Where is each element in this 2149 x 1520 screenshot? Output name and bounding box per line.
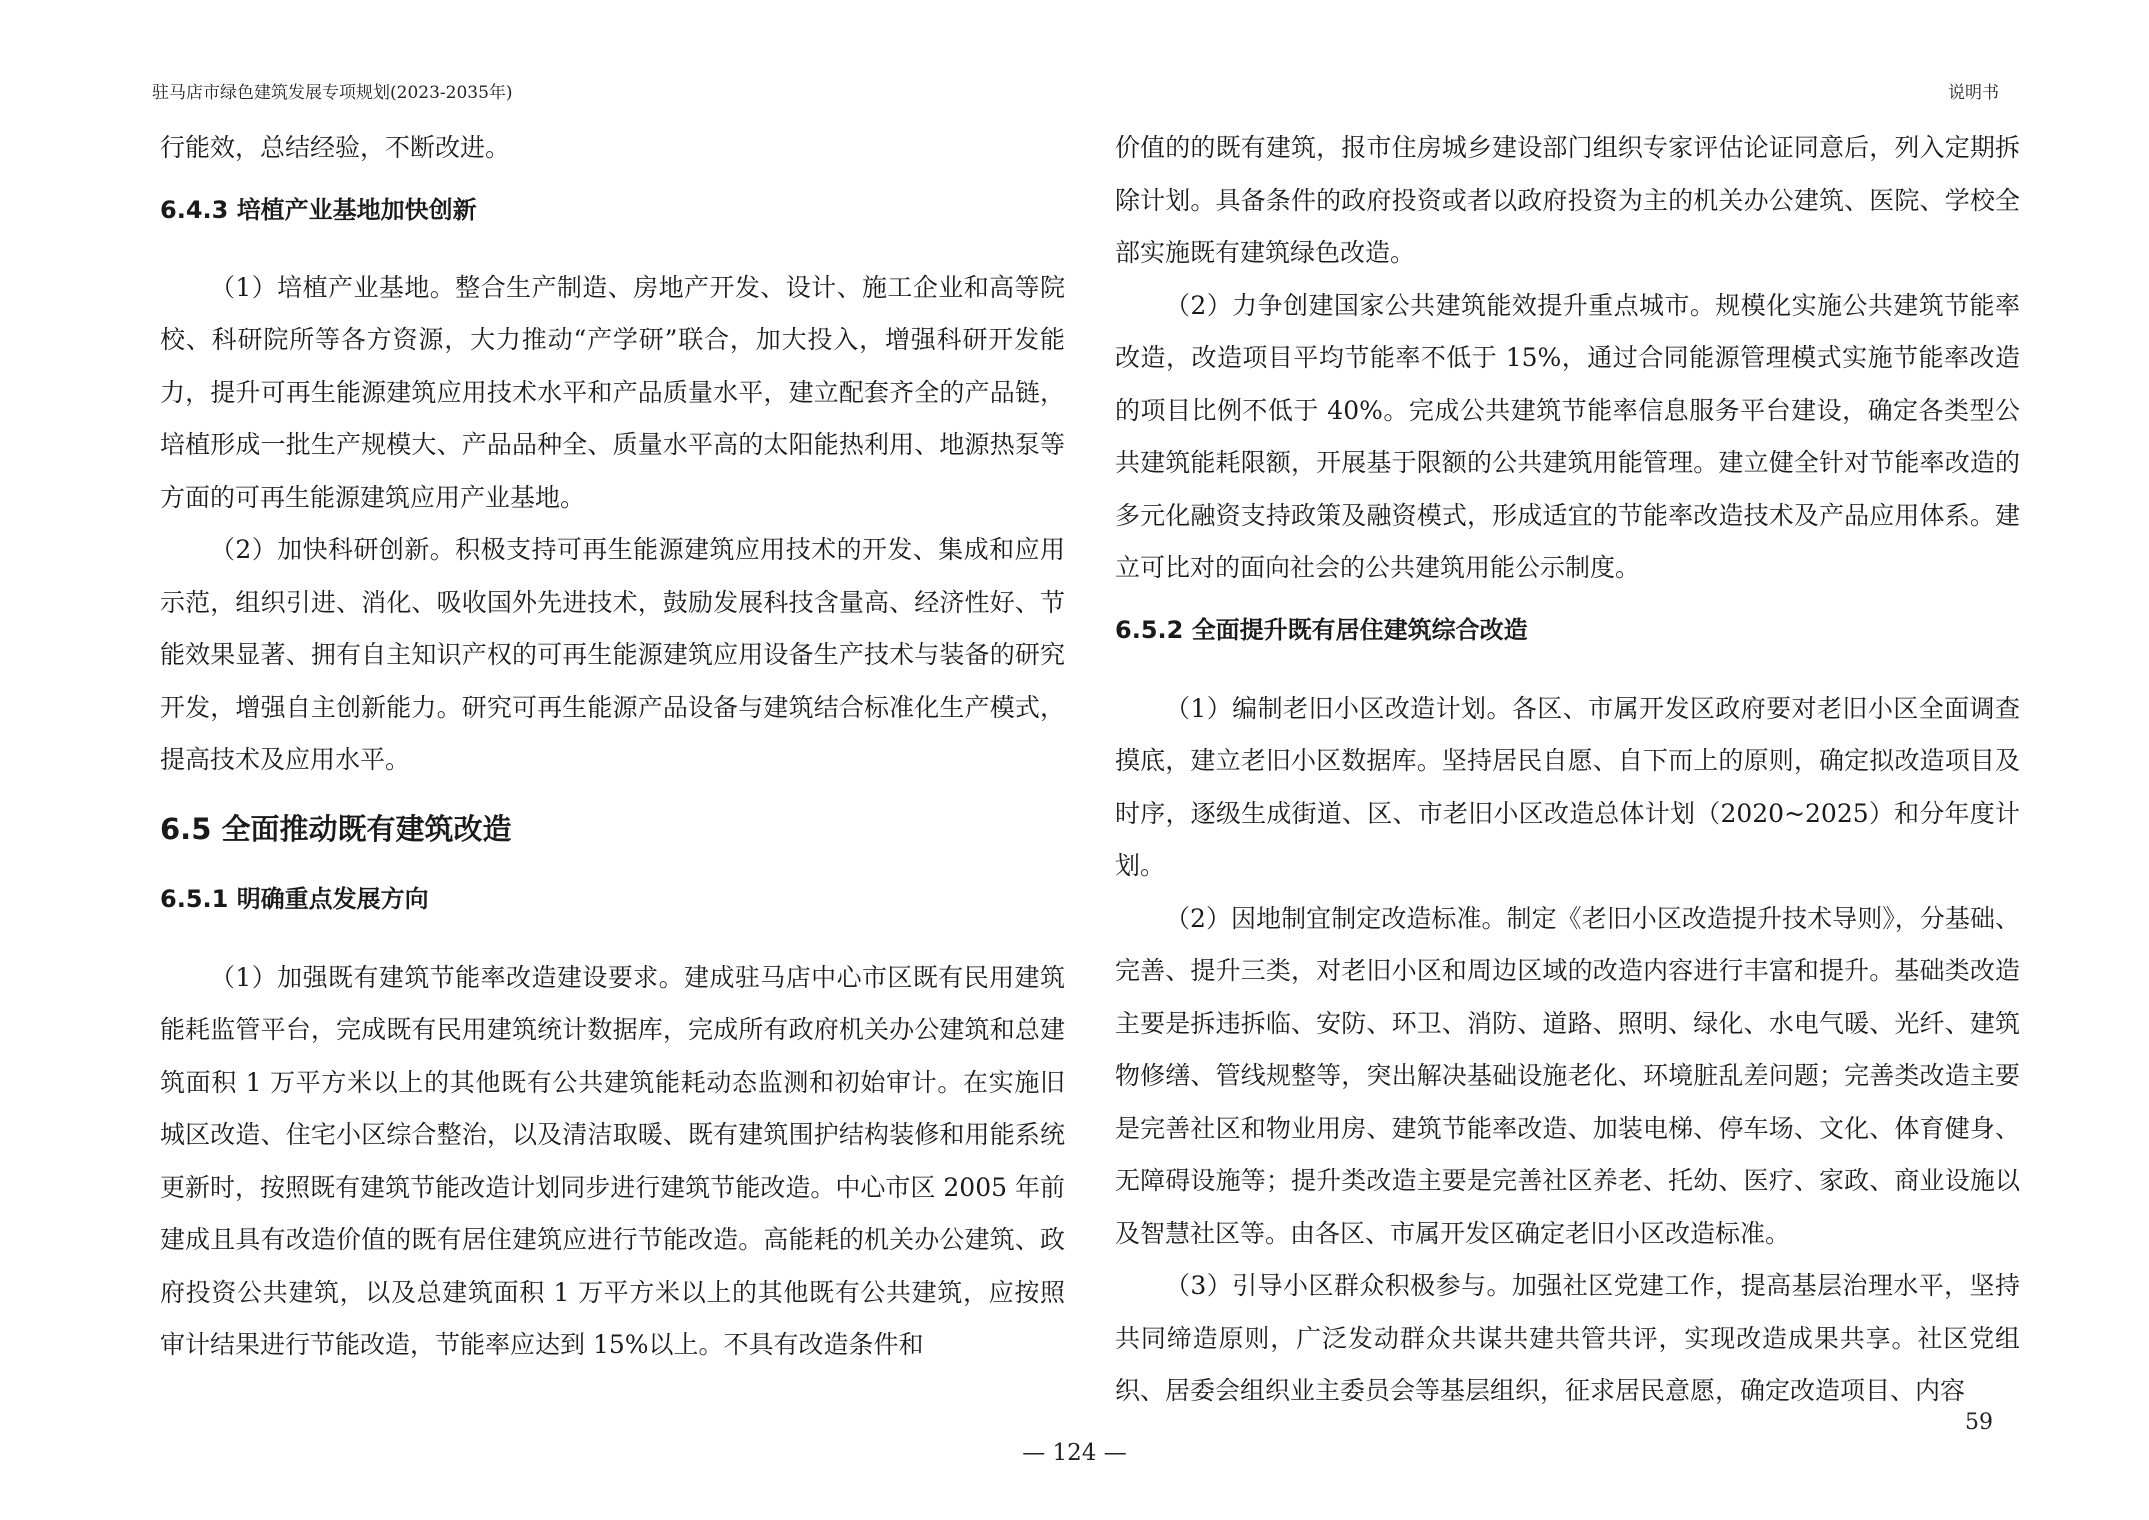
paragraph-6-5-2-2: （2）因地制宜制定改造标准。制定《老旧小区改造提升技术导则》，分基础、完善、提升三类，对老旧小区和周边区域的改造内容进行丰富和提升。基础类改造主要是拆违拆临、安防、环卫、消防、道路、照明、绿化、水电气暖、光纤、建筑物修缮、管线规整等，突出解决基础设施老化、环境脏乱差问题；完善类改造主要是完善社区和物业用房、建筑节能率改造、加装电梯、停车场、文化、体育健身、无障碍设施等；提升类改造主要是完善社区养老、托幼、医疗、家政、商业设施以及智慧社区等。由各区、市属开发区确定老旧小区改造标准。 xyxy=(1115,903,2020,1248)
paragraph-6-5-1-2: （2）力争创建国家公共建筑能效提升重点城市。规模化实施公共建筑节能率改造，改造项目平均节能率不低于 15%，通过合同能源管理模式实施节能率改造的项目比例不低于 40%。完成公共建筑节能率信息服务平台建设，确定各类型公共建筑能耗限额，开展基于限额的公共建筑用能管理。建立健全针对节能率改造的多元化融资支持政策及融资模式，形成适宜的节能率改造技术及产品应用体系。建立可比对的面向社会的公共建筑用能公示制度。 xyxy=(1115,290,2020,582)
heading-6-5-1: 6.5.1 明确重点发展方向 xyxy=(160,884,429,913)
heading-6-4-3: 6.4.3 培植产业基地加快创新 xyxy=(160,195,477,224)
left-column xyxy=(160,122,1065,1372)
paragraph-6-5-1-1: （1）加强既有建筑节能率改造建设要求。建成驻马店中心市区既有民用建筑能耗监管平台，完成既有民用建筑统计数据库，完成所有政府机关办公建筑和总建筑面积 1 万平方米以上的其他既有公共建筑能耗动态监测和初始审计。在实施旧城区改造、住宅小区综合整治，以及清洁取暖、既有建筑围护结构装修和用能系统更新时，按照既有建筑节能改造计划同步进行建筑节能改造。中心市区 2005 年前建成且具有改造价值的既有居住建筑应进行节能改造。高能耗的机关办公建筑、政府投资公共建筑，以及总建筑面积 1 万平方米以上的其他既有公共建筑，应按照审计结果进行节能改造，节能率应达到 15%以上。不具有改造条件和 xyxy=(160,962,1065,1359)
paragraph-continued: 行能效，总结经验，不断改进。 xyxy=(160,133,511,162)
right-column xyxy=(1115,122,2020,1418)
document-header-title: 驻马店市绿色建筑发展专项规划(2023-2035年) xyxy=(152,83,513,103)
paragraph-continued: 价值的的既有建筑，报市住房城乡建设部门组织专家评估论证同意后，列入定期拆除计划。具备条件的政府投资或者以政府投资为主的机关办公建筑、医院、学校全部实施既有建筑绿色改造。 xyxy=(1115,133,2020,267)
paragraph-6-5-2-3: （3）引导小区群众积极参与。加强社区党建工作，提高基层治理水平，坚持共同缔造原则，广泛发动群众共谋共建共管共评，实现改造成果共享。社区党组织、居委会组织业主委员会等基层组织，征求居民意愿，确定改造项目、内容 xyxy=(1115,1271,2020,1405)
paragraph-6-4-3-2: （2）加快科研创新。积极支持可再生能源建筑应用技术的开发、集成和应用示范，组织引进、消化、吸收国外先进技术，鼓励发展科技含量高、经济性好、节能效果显著、拥有自主知识产权的可再生能源建筑应用设备生产技术与装备的研究开发，增强自主创新能力。研究可再生能源产品设备与建筑结合标准化生产模式，提高技术及应用水平。 xyxy=(160,535,1065,774)
heading-6-5: 6.5 全面推动既有建筑改造 xyxy=(160,811,512,846)
paragraph-6-5-2-1: （1）编制老旧小区改造计划。各区、市属开发区政府要对老旧小区全面调查摸底，建立老旧小区数据库。坚持居民自愿、自下而上的原则，确定拟改造项目及时序，逐级生成街道、区、市老旧小区改造总体计划（2020~2025）和分年度计划。 xyxy=(1115,693,2020,880)
paragraph-6-4-3-1: （1）培植产业基地。整合生产制造、房地产开发、设计、施工企业和高等院校、科研院所等各方资源，大力推动“产学研”联合，加大投入，增强科研开发能力，提升可再生能源建筑应用技术水平和产品质量水平，建立配套齐全的产品链，培植形成一批生产规模大、产品品种全、质量水平高的太阳能热利用、地源热泵等方面的可再生能源建筑应用产业基地。 xyxy=(160,272,1065,512)
page-number-center: — 124 — xyxy=(1022,1440,1127,1466)
heading-6-5-2: 6.5.2 全面提升既有居住建筑综合改造 xyxy=(1115,615,1528,644)
document-header-section: 说明书 xyxy=(1948,83,1999,103)
page-number-right: 59 xyxy=(1965,1410,1993,1435)
